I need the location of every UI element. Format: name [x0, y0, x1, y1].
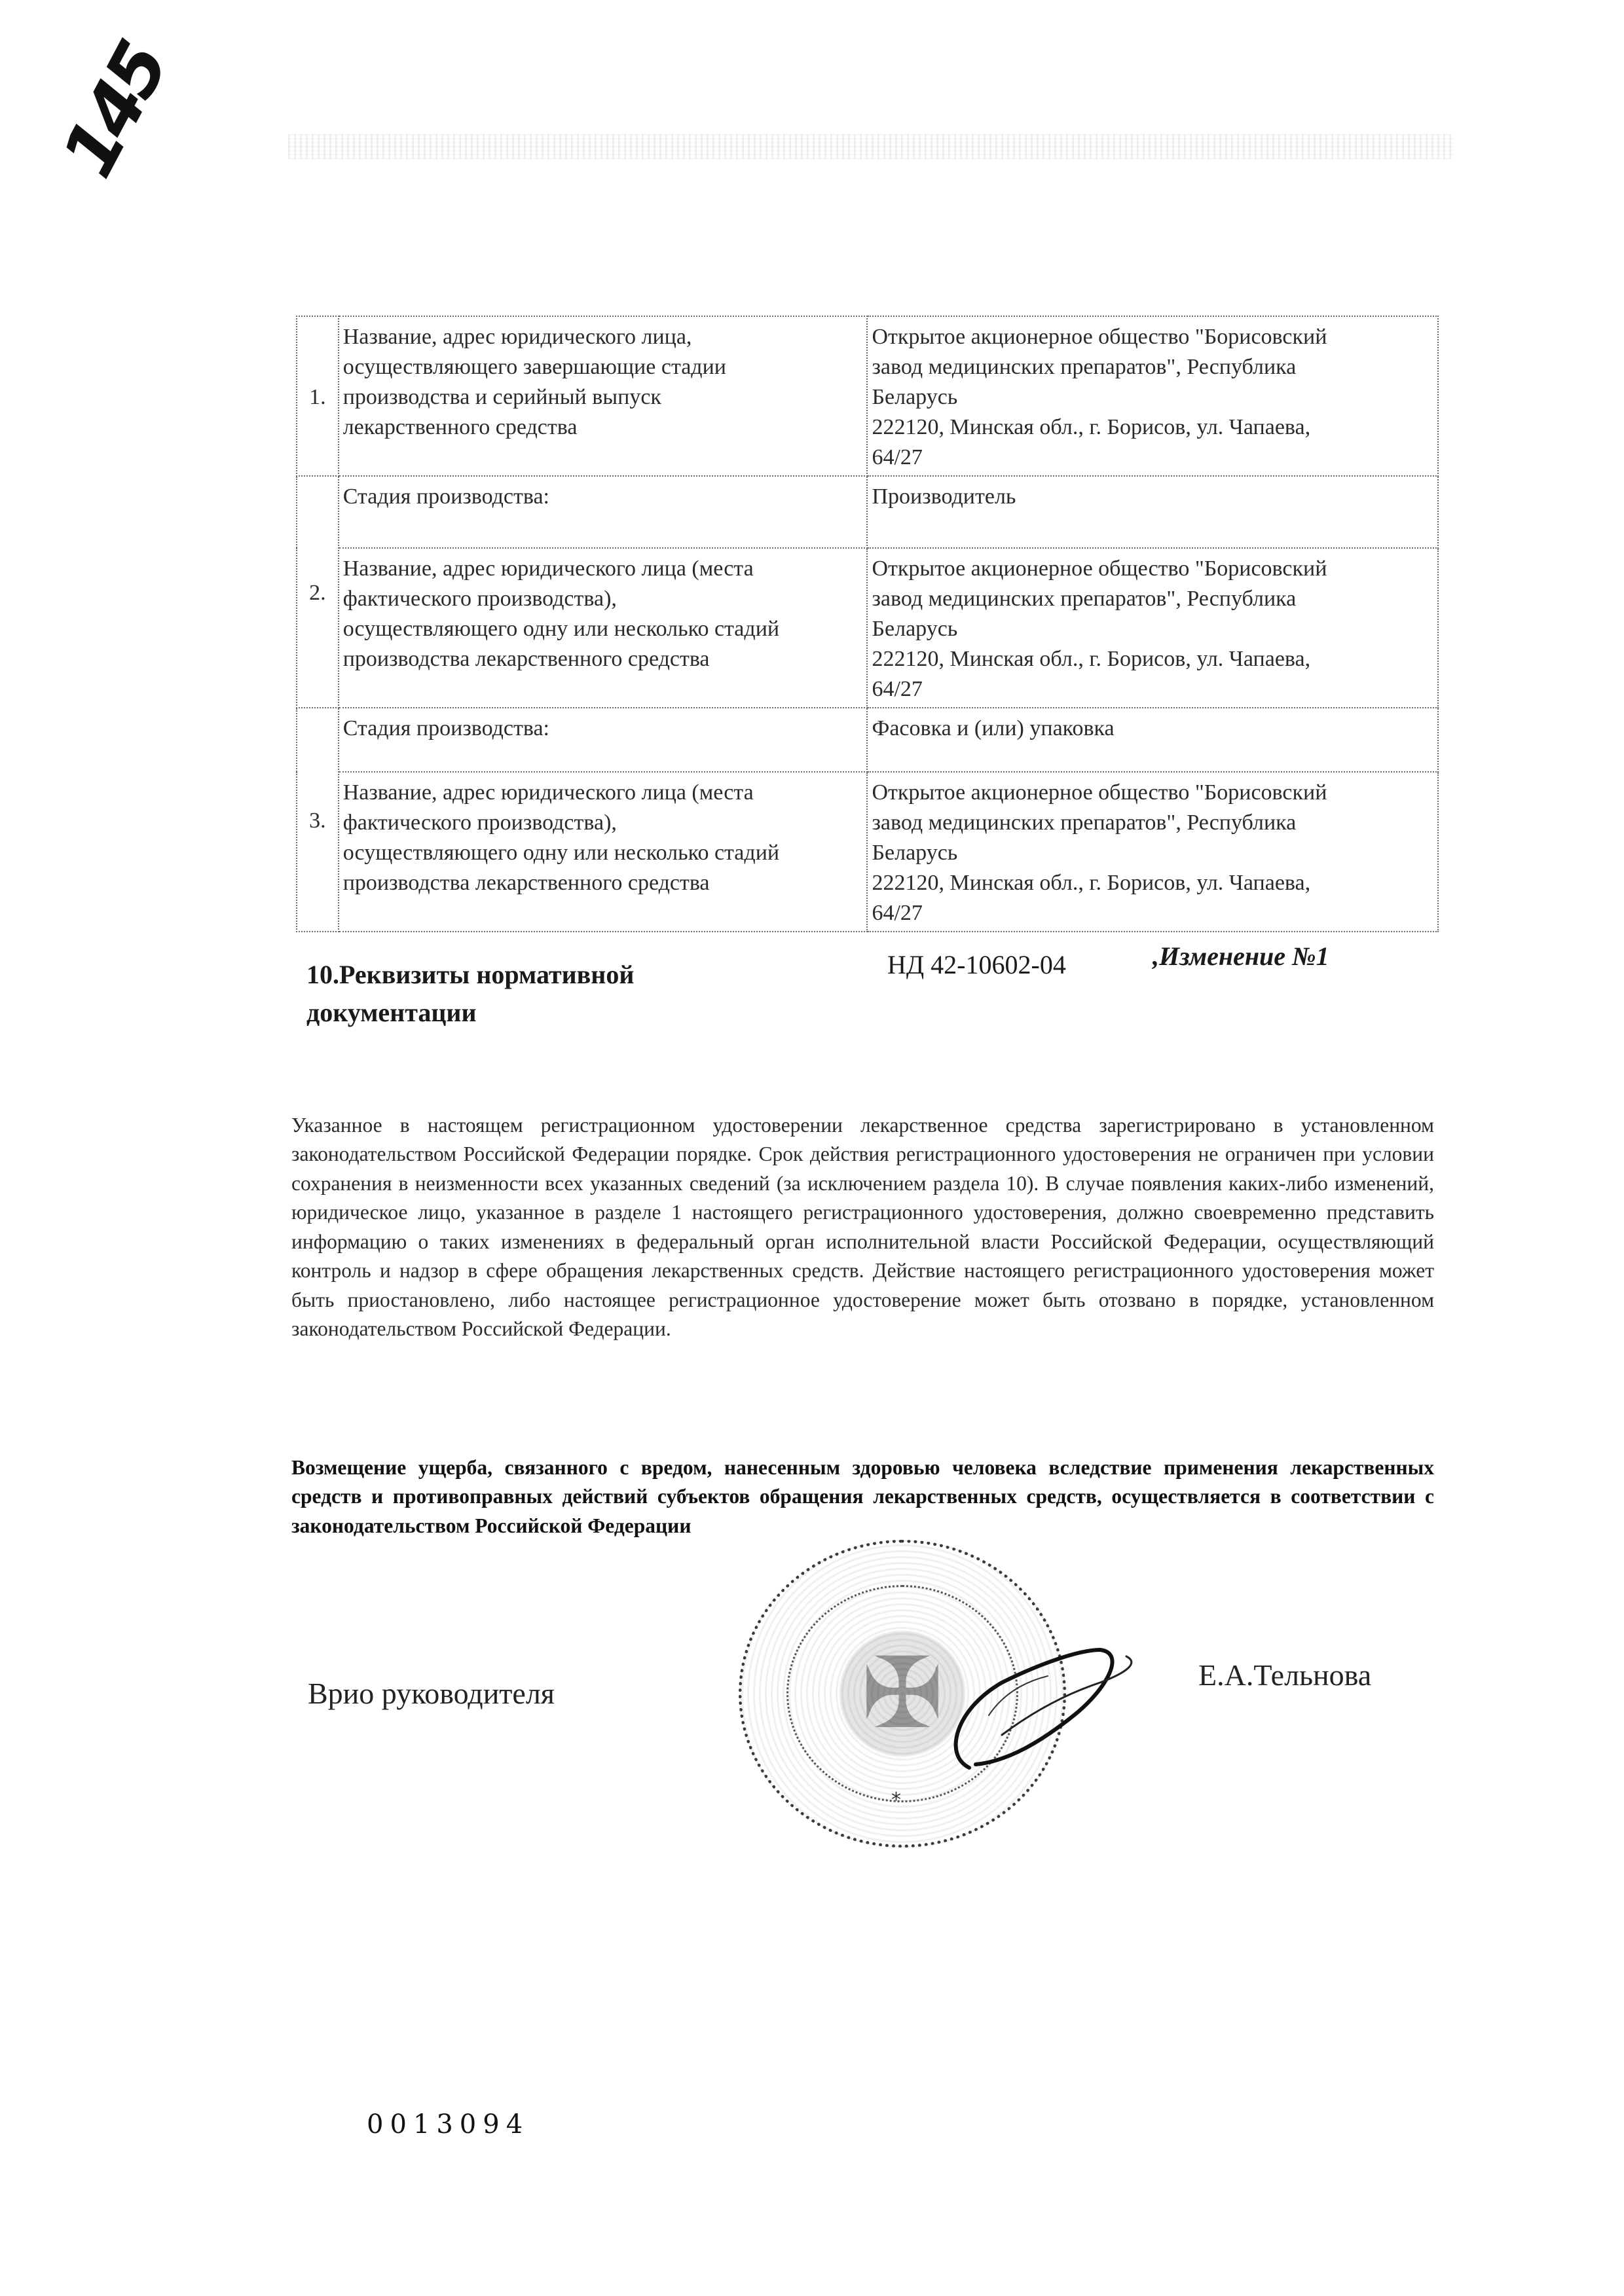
row-number: 1. — [297, 316, 339, 476]
value-line: 64/27 — [872, 901, 923, 925]
label-cell — [339, 548, 868, 708]
label-line: Название, адрес юридического лица (места — [342, 780, 754, 805]
value-line: Беларусь — [872, 385, 958, 409]
producer-table — [296, 316, 1439, 932]
value-line: 222120, Минская обл., г. Борисов, ул. Чапаева, — [872, 871, 1311, 895]
value-line: 222120, Минская обл., г. Борисов, ул. Чапаева, — [872, 415, 1311, 439]
section-heading-line: 10.Реквизиты нормативной — [306, 960, 635, 989]
scan-noise-band — [288, 134, 1454, 159]
section-10-heading — [306, 956, 765, 1032]
label-line: производства лекарственного средства — [342, 871, 710, 895]
value-line: Беларусь — [872, 841, 958, 865]
label-cell — [339, 476, 868, 548]
form-serial-number: 0013094 — [367, 2109, 530, 2140]
value-cell — [867, 548, 1438, 708]
label-line: Название, адрес юридического лица (места — [342, 556, 754, 581]
label-cell — [339, 316, 868, 476]
section-heading-line: документации — [306, 998, 477, 1027]
label-line: лекарственного средства — [342, 415, 578, 439]
handwritten-page-number: 145 — [46, 31, 183, 191]
value-line: Открытое акционерное общество "Борисовский — [872, 556, 1327, 581]
handwritten-signature — [930, 1637, 1153, 1787]
label-line: Стадия производства: — [342, 484, 549, 509]
table-row — [297, 548, 1438, 708]
label-line: осуществляющего одну или несколько стадий — [342, 617, 780, 641]
label-cell — [339, 708, 868, 772]
registration-paragraph: Указанное в настоящем регистрационном удостоверении лекарственное средства зарегистрировано в установленном законодательством Российской Федерации порядке. Срок действия регистрационного удостоверения не ограничен при условии сохранения в неизменности всех указанных сведений (за исключением раздела 10). В случае появления каких-либо изменений, юридическое лицо, указанное в разделе 1 настоящего регистрационного удостоверения, должно своевременно представить информацию о таких изменениях в федеральный орган исполнительной власти Российской Федерации, осуществляющий контроль и надзор в сфере обращения лекарственных средств. Действие настоящего регистрационного удостоверения может быть приостановлено, либо настоящее регистрационное удостоверение может быть отозвано в порядке, установленном законодательством Российской Федерации. — [291, 1113, 1434, 1340]
value-cell — [867, 708, 1438, 772]
value-line: Открытое акционерное общество "Борисовский — [872, 325, 1327, 349]
compensation-paragraph: Возмещение ущерба, связанного с вредом, нанесенным здоровью человека вследствие применения лекарственных средств и противоправных действий субъектов обращения лекарственных средств, осуществляется в соответствии с законодательством Российской Федерации — [291, 1455, 1434, 1537]
value-cell — [867, 476, 1438, 548]
star-icon: * — [891, 1789, 901, 1812]
label-line: осуществляющего завершающие стадии — [342, 355, 726, 379]
label-line: фактического производства), — [342, 811, 617, 835]
signatory-name: Е.А.Тельнова — [1198, 1658, 1372, 1692]
label-line: производства и серийный выпуск — [342, 385, 661, 409]
value-line: Беларусь — [872, 617, 958, 641]
value-cell — [867, 316, 1438, 476]
table-row — [297, 772, 1438, 932]
signatory-title: Врио руководителя — [308, 1677, 555, 1710]
value-line: Открытое акционерное общество "Борисовский — [872, 780, 1327, 805]
row-number: 3. — [297, 708, 339, 932]
value-line: Производитель — [872, 484, 1016, 509]
value-line: завод медицинских препаратов", Республика — [872, 355, 1297, 379]
row-number: 2. — [297, 476, 339, 708]
value-line: 64/27 — [872, 677, 923, 701]
normative-document-ref: НД 42-10602-04 — [887, 950, 1066, 979]
label-line: осуществляющего одну или несколько стадий — [342, 841, 780, 865]
value-line: 222120, Минская обл., г. Борисов, ул. Чапаева, — [872, 647, 1311, 671]
double-headed-eagle-emblem-icon: ✠ — [861, 1637, 944, 1751]
value-cell — [867, 772, 1438, 932]
table-row — [297, 708, 1438, 772]
value-line: 64/27 — [872, 445, 923, 469]
label-line: производства лекарственного средства — [342, 647, 710, 671]
label-line: фактического производства), — [342, 587, 617, 611]
label-line: Стадия производства: — [342, 716, 549, 740]
value-line: завод медицинских препаратов", Республика — [872, 811, 1297, 835]
change-label: ,Изменение №1 — [1153, 941, 1329, 971]
value-line: Фасовка и (или) упаковка — [872, 716, 1115, 740]
table-row — [297, 316, 1438, 476]
value-line: завод медицинских препаратов", Республика — [872, 587, 1297, 611]
label-cell — [339, 772, 868, 932]
label-line: Название, адрес юридического лица, — [342, 325, 692, 349]
table-row — [297, 476, 1438, 548]
